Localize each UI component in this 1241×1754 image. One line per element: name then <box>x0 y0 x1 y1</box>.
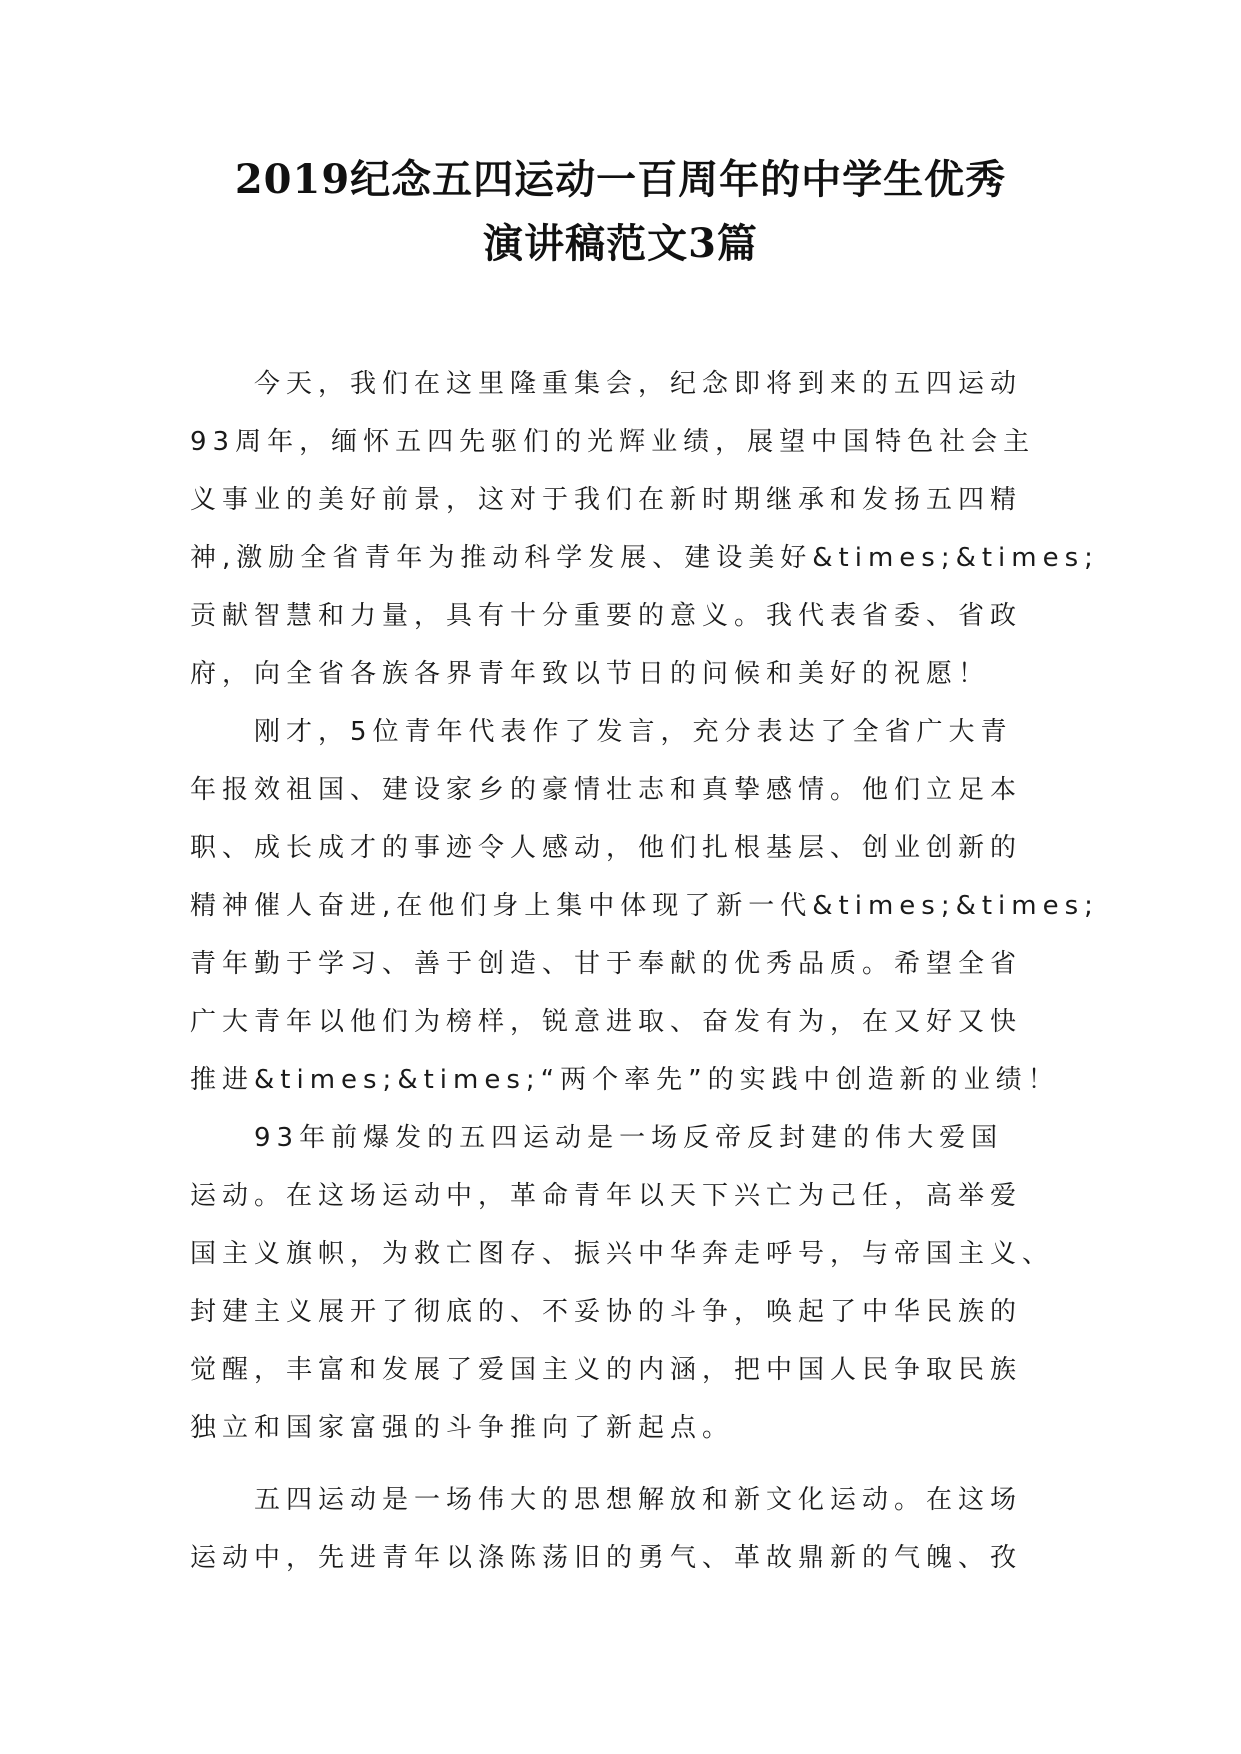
paragraph-line: 青年勤于学习、善于创造、甘于奉献的优秀品质。希望全省 <box>190 949 1023 979</box>
paragraph-line: 推进&times;&times;“两个率先”的实践中创造新的业绩！ <box>190 1065 1060 1095</box>
paragraph-line: 精神催人奋进,在他们身上集中体现了新一代&times;&times; <box>190 891 1099 921</box>
paragraph-line: 广大青年以他们为榜样，锐意进取、奋发有为，在又好又快 <box>190 1007 1023 1037</box>
paragraph-line: 神,激励全省青年为推动科学发展、建设美好&times;&times; <box>190 543 1099 573</box>
document-title <box>0 148 1241 276</box>
title-line-1: 2019纪念五四运动一百周年的中学生优秀 <box>234 156 1007 203</box>
paragraph-line: 贡献智慧和力量，具有十分重要的意义。我代表省委、省政 <box>190 601 1023 631</box>
paragraph-line: 五四运动是一场伟大的思想解放和新文化运动。在这场 <box>254 1485 1023 1515</box>
paragraph-3 <box>190 1109 1060 1457</box>
paragraph-line: 觉醒，丰富和发展了爱国主义的内涵，把中国人民争取民族 <box>190 1355 1023 1385</box>
paragraph-line: 93年前爆发的五四运动是一场反帝反封建的伟大爱国 <box>254 1123 1004 1153</box>
title-line-2: 演讲稿范文3篇 <box>483 220 758 267</box>
paragraph-2 <box>190 703 1099 1109</box>
paragraph-line: 封建主义展开了彻底的、不妥协的斗争，唤起了中华民族的 <box>190 1297 1023 1327</box>
document-body <box>190 355 1099 1587</box>
paragraph-line: 刚才，5位青年代表作了发言，充分表达了全省广大青 <box>254 717 1013 747</box>
paragraph-line: 义事业的美好前景，这对于我们在新时期继承和发扬五四精 <box>190 485 1023 515</box>
paragraph-line: 运动中，先进青年以涤陈荡旧的勇气、革故鼎新的气魄、孜 <box>190 1543 1023 1573</box>
paragraph-line: 今天，我们在这里隆重集会，纪念即将到来的五四运动 <box>254 369 1023 399</box>
paragraph-line: 国主义旗帜，为救亡图存、振兴中华奔走呼号，与帝国主义、 <box>190 1239 1055 1269</box>
paragraph-1 <box>190 355 1099 703</box>
paragraph-line: 府，向全省各族各界青年致以节日的问候和美好的祝愿！ <box>190 659 991 689</box>
paragraph-line: 93周年，缅怀五四先驱们的光辉业绩，展望中国特色社会主 <box>190 427 1036 457</box>
paragraph-line: 运动。在这场运动中，革命青年以天下兴亡为己任，高举爱 <box>190 1181 1023 1211</box>
paragraph-4 <box>190 1471 1060 1587</box>
paragraph-line: 职、成长成才的事迹令人感动，他们扎根基层、创业创新的 <box>190 833 1023 863</box>
paragraph-line: 独立和国家富强的斗争推向了新起点。 <box>190 1413 735 1443</box>
paragraph-line: 年报效祖国、建设家乡的豪情壮志和真挚感情。他们立足本 <box>190 775 1023 805</box>
